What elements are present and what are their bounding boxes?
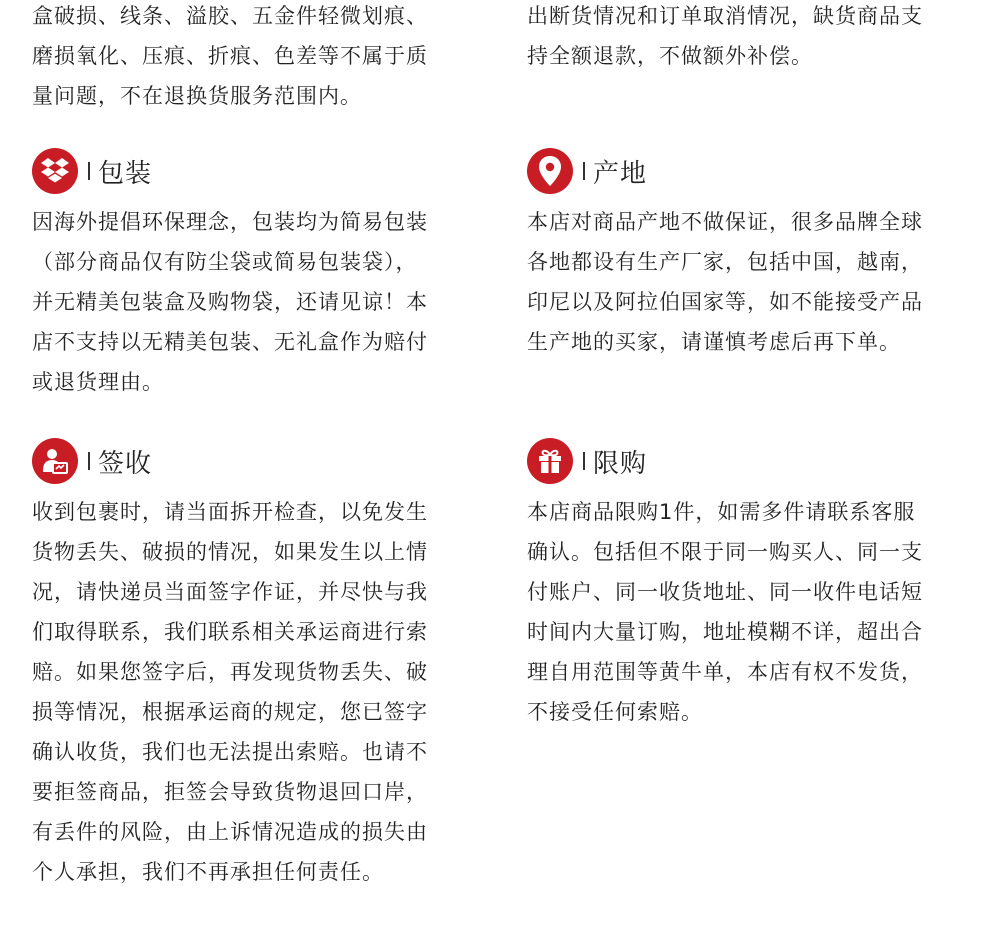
signing-title: 签收 bbox=[98, 448, 153, 479]
title-divider bbox=[583, 452, 585, 470]
left-column bbox=[32, 0, 472, 884]
limit-body: 本店商品限购1件，如需多件请联系客服 确认。包括但不限于同一购买人、同一支 付账户、同一收货地址、同一收件电话短 时间内大量订购，地址模糊不详，超出合 理自用范围等黄牛单，本店有权不发货， 不接受任何索赔。 bbox=[527, 500, 923, 724]
packaging-section bbox=[32, 148, 472, 402]
gift-icon bbox=[527, 438, 573, 484]
title-divider bbox=[583, 162, 585, 180]
origin-body: 本店对商品产地不做保证，很多品牌全球 各地都设有生产厂家，包括中国，越南， 印尼以及阿拉伯国家等，如不能接受产品 生产地的买家，请谨慎考虑后再下单。 bbox=[527, 210, 923, 354]
title-divider bbox=[88, 452, 90, 470]
packaging-title: 包装 bbox=[98, 158, 153, 189]
signing-header bbox=[32, 438, 472, 484]
limit-section bbox=[527, 438, 967, 732]
limit-title: 限购 bbox=[593, 448, 648, 479]
quality-text-continued: 盒破损、线条、溢胶、五金件轻微划痕、 磨损氧化、压痕、折痕、色差等不属于质 量问题，不在退换货服务范围内。 bbox=[32, 4, 428, 108]
title-divider bbox=[88, 162, 90, 180]
sign-document-icon bbox=[32, 438, 78, 484]
signing-section bbox=[32, 438, 472, 892]
packaging-header bbox=[32, 148, 472, 194]
dropbox-box-icon bbox=[32, 148, 78, 194]
packaging-body: 因海外提倡环保理念，包装均为简易包装 （部分商品仅有防尘袋或简易包装袋）， 并无精美包装盒及购物袋，还请见谅！本 店不支持以无精美包装、无礼盒作为赔付 或退货理由。 bbox=[32, 210, 428, 394]
right-column bbox=[527, 0, 967, 724]
origin-title: 产地 bbox=[593, 158, 648, 189]
limit-header bbox=[527, 438, 967, 484]
signing-body: 收到包裹时，请当面拆开检查，以免发生 货物丢失、破损的情况，如果发生以上情 况，请快递员当面签字作证，并尽快与我 们取得联系，我们联系相关承运商进行索 赔。如果您签字后，再发现货物丢失、破 损等情况，根据承运商的规定，您已签字 确认收货，我们也无法提出索赔。也请不 要拒签商品，拒签会导致货物退回口岸， 有丢件的风险，由上诉情况造成的损失由 个人承担，我们不再承担任何责任。 bbox=[32, 500, 428, 884]
stock-text-continued: 出断货情况和订单取消情况，缺货商品支 持全额退款，不做额外补偿。 bbox=[527, 4, 923, 68]
origin-header bbox=[527, 148, 967, 194]
origin-section bbox=[527, 148, 967, 362]
location-pin-icon bbox=[527, 148, 573, 194]
